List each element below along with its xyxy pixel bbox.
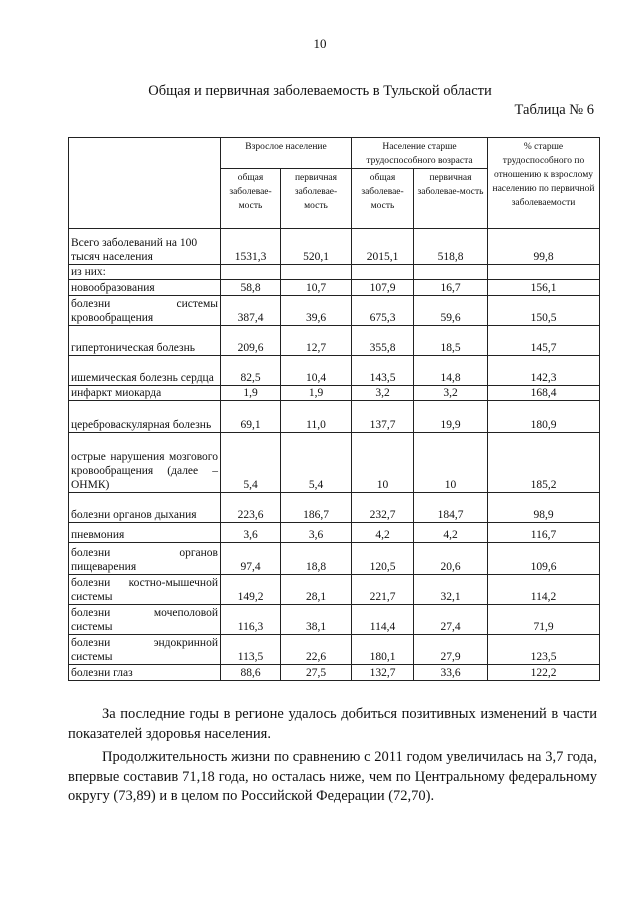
cell-adult-primary: 520,1: [281, 229, 352, 265]
cell-adult-general: 113,5: [221, 635, 281, 665]
row-label: болезни органов дыхания: [69, 493, 221, 523]
cell-ratio: [488, 265, 600, 280]
cell-ratio: 123,5: [488, 635, 600, 665]
cell-adult-primary: 12,7: [281, 326, 352, 356]
paragraph-life-expectancy: Продолжительность жизни по сравнению с 2011 годом увеличилась на 3,7 года, впервые составив 71,18 года, но осталась ниже, чем по Центральному федеральному округу (73,89) и в целом по Российской Федерации (72,70).: [68, 749, 597, 804]
cell-elderly-general: 232,7: [352, 493, 414, 523]
table-row: [69, 605, 600, 635]
cell-adult-primary: 10,4: [281, 356, 352, 386]
cell-ratio: 150,5: [488, 296, 600, 326]
cell-elderly-general: 10: [352, 433, 414, 493]
cell-adult-general: 209,6: [221, 326, 281, 356]
row-label: болезни глаз: [69, 665, 221, 681]
cell-elderly-primary: 3,2: [414, 386, 488, 401]
cell-ratio: 98,9: [488, 493, 600, 523]
cell-elderly-primary: 10: [414, 433, 488, 493]
table-row: [69, 356, 600, 386]
paragraph-health-improvements: За последние годы в регионе удалось добиться позитивных изменений в части показателей здоровья населения.: [68, 706, 597, 742]
cell-ratio: 185,2: [488, 433, 600, 493]
cell-ratio: 145,7: [488, 326, 600, 356]
cell-elderly-general: 675,3: [352, 296, 414, 326]
cell-ratio: 156,1: [488, 280, 600, 296]
cell-adult-primary: 5,4: [281, 433, 352, 493]
cell-adult-primary: 27,5: [281, 665, 352, 681]
cell-elderly-primary: 18,5: [414, 326, 488, 356]
cell-elderly-primary: 59,6: [414, 296, 488, 326]
cell-ratio: 122,2: [488, 665, 600, 681]
row-label: ишемическая болезнь сердца: [69, 356, 221, 386]
cell-ratio: 109,6: [488, 543, 600, 575]
table-row: [69, 280, 600, 296]
cell-adult-general: 149,2: [221, 575, 281, 605]
cell-elderly-general: 180,1: [352, 635, 414, 665]
header-elderly-primary: первичная заболевае-мость: [414, 169, 488, 229]
cell-elderly-primary: 4,2: [414, 523, 488, 543]
cell-ratio: 114,2: [488, 575, 600, 605]
cell-elderly-general: 221,7: [352, 575, 414, 605]
row-label: инфаркт миокарда: [69, 386, 221, 401]
cell-adult-primary: 18,8: [281, 543, 352, 575]
cell-adult-general: 97,4: [221, 543, 281, 575]
row-label: болезни мочеполовой системы: [69, 605, 221, 635]
morbidity-table: [68, 137, 600, 681]
header-adult-population: Взрослое население: [221, 138, 352, 169]
cell-adult-general: 5,4: [221, 433, 281, 493]
cell-ratio: 71,9: [488, 605, 600, 635]
cell-elderly-general: [352, 265, 414, 280]
table-row: [69, 665, 600, 681]
cell-elderly-general: 120,5: [352, 543, 414, 575]
cell-elderly-general: 114,4: [352, 605, 414, 635]
cell-adult-general: 116,3: [221, 605, 281, 635]
cell-elderly-primary: 27,4: [414, 605, 488, 635]
row-label: болезни костно-мышечной системы: [69, 575, 221, 605]
cell-elderly-primary: 14,8: [414, 356, 488, 386]
cell-adult-primary: 1,9: [281, 386, 352, 401]
cell-ratio: 180,9: [488, 401, 600, 433]
table-row: [69, 296, 600, 326]
table-row: [69, 543, 600, 575]
cell-elderly-primary: 20,6: [414, 543, 488, 575]
cell-elderly-general: 355,8: [352, 326, 414, 356]
cell-ratio: 168,4: [488, 386, 600, 401]
page-number: 10: [313, 36, 327, 51]
row-label: Всего заболеваний на 100 тысяч населения: [69, 229, 221, 265]
table-row: [69, 265, 600, 280]
cell-elderly-primary: 27,9: [414, 635, 488, 665]
row-label: болезни системы кровообращения: [69, 296, 221, 326]
cell-adult-primary: [281, 265, 352, 280]
header-ratio: % старше трудоспособного по отношению к взрослому населению по первичной заболеваемости: [488, 138, 600, 229]
cell-adult-general: 82,5: [221, 356, 281, 386]
cell-adult-general: [221, 265, 281, 280]
header-elderly-population: Население старше трудоспособного возраста: [352, 138, 488, 169]
table-row: [69, 229, 600, 265]
cell-adult-general: 3,6: [221, 523, 281, 543]
cell-adult-primary: 39,6: [281, 296, 352, 326]
cell-adult-general: 69,1: [221, 401, 281, 433]
table-row: [69, 386, 600, 401]
cell-adult-primary: 38,1: [281, 605, 352, 635]
table-row: [69, 575, 600, 605]
row-label: цереброваскулярная болезнь: [69, 401, 221, 433]
row-label: болезни эндокринной системы: [69, 635, 221, 665]
row-label: острые нарушения мозгового кровообращения (далее – ОНМК): [69, 433, 221, 493]
cell-adult-general: 58,8: [221, 280, 281, 296]
cell-adult-primary: 186,7: [281, 493, 352, 523]
corner-cell: [69, 138, 221, 229]
table-row: [69, 523, 600, 543]
cell-elderly-primary: 16,7: [414, 280, 488, 296]
cell-adult-primary: 10,7: [281, 280, 352, 296]
cell-ratio: 116,7: [488, 523, 600, 543]
cell-elderly-general: 4,2: [352, 523, 414, 543]
cell-adult-primary: 28,1: [281, 575, 352, 605]
table-row: [69, 433, 600, 493]
cell-adult-general: 387,4: [221, 296, 281, 326]
header-elderly-general: общая заболевае-мость: [352, 169, 414, 229]
cell-elderly-primary: [414, 265, 488, 280]
cell-elderly-primary: 518,8: [414, 229, 488, 265]
cell-elderly-general: 107,9: [352, 280, 414, 296]
cell-elderly-primary: 19,9: [414, 401, 488, 433]
table-label: Таблица № 6: [514, 102, 594, 118]
row-label: болезни органов пищеварения: [69, 543, 221, 575]
header-adult-general: общая заболевае-мость: [221, 169, 281, 229]
row-label: пневмония: [69, 523, 221, 543]
cell-elderly-general: 132,7: [352, 665, 414, 681]
row-label: новообразования: [69, 280, 221, 296]
cell-elderly-general: 137,7: [352, 401, 414, 433]
table-row: [69, 326, 600, 356]
table-row: [69, 635, 600, 665]
cell-adult-primary: 11,0: [281, 401, 352, 433]
cell-ratio: 99,8: [488, 229, 600, 265]
cell-elderly-primary: 184,7: [414, 493, 488, 523]
table-row: [69, 493, 600, 523]
cell-ratio: 142,3: [488, 356, 600, 386]
cell-elderly-general: 143,5: [352, 356, 414, 386]
cell-elderly-primary: 33,6: [414, 665, 488, 681]
header-adult-primary: первичная заболевае-мость: [281, 169, 352, 229]
row-label: из них:: [69, 265, 221, 280]
table-row: [69, 401, 600, 433]
cell-adult-primary: 3,6: [281, 523, 352, 543]
cell-elderly-primary: 32,1: [414, 575, 488, 605]
cell-adult-general: 223,6: [221, 493, 281, 523]
document-title: Общая и первичная заболеваемость в Тульской области: [148, 83, 492, 99]
row-label: гипертоническая болезнь: [69, 326, 221, 356]
cell-adult-general: 1,9: [221, 386, 281, 401]
cell-elderly-general: 2015,1: [352, 229, 414, 265]
cell-elderly-general: 3,2: [352, 386, 414, 401]
cell-adult-general: 1531,3: [221, 229, 281, 265]
cell-adult-general: 88,6: [221, 665, 281, 681]
cell-adult-primary: 22,6: [281, 635, 352, 665]
